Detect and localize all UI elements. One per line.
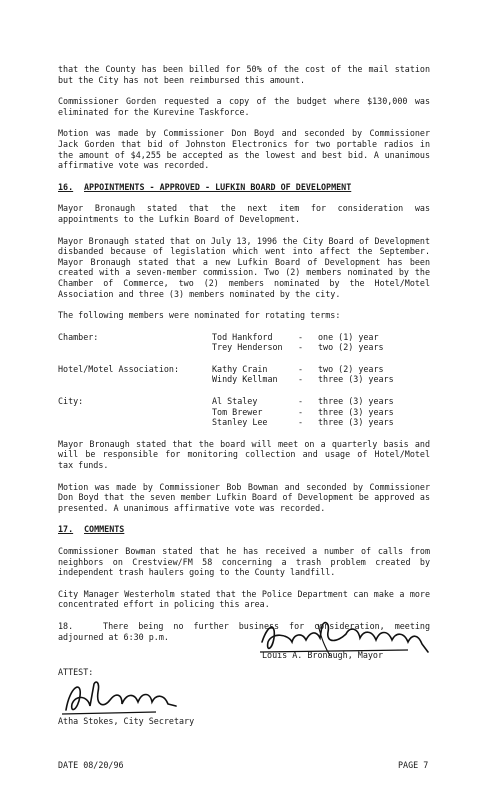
section-title: COMMENTS	[84, 524, 125, 535]
nominee-row	[58, 396, 430, 407]
paragraph: that the County has been billed for 50% of the cost of the mail station but the City has not been reimbursed this amount.	[58, 64, 436, 85]
mayor-name: Louis A. Bronaugh, Mayor	[262, 650, 384, 660]
paragraph: City Manager Westerholm stated that the Police Department can make a more concentrated effort in policing this area.	[58, 588, 436, 610]
nominee-row	[58, 417, 430, 428]
paragraph: Commissioner Gorden requested a copy of the budget where $130,000 was eliminated for the Kurevine Taskforce.	[58, 96, 436, 117]
nominee-group-chamber	[58, 332, 430, 353]
nominee-row	[58, 374, 430, 385]
nominee-row	[58, 332, 430, 343]
nominee-name: Kathy Crain	[212, 363, 268, 374]
section-number: 16.	[58, 181, 74, 192]
footer-date: DATE 08/20/96	[58, 760, 124, 770]
attest-label: ATTEST:	[58, 667, 94, 677]
nominee-name: Trey Henderson	[212, 342, 283, 353]
nominee-term: two (2) years	[318, 342, 384, 353]
section-number: 17.	[58, 524, 74, 535]
nominee-term: two (2) years	[318, 363, 384, 374]
section-title: APPOINTMENTS - APPROVED - LUFKIN BOARD OF DEVELOPMENT	[84, 181, 352, 192]
nominee-name: Stanley Lee	[212, 417, 268, 428]
paragraph: Mayor Bronaugh stated that the next item for consideration was appointments to the Lufkin Board of Development.	[58, 203, 436, 224]
dash: -	[298, 342, 304, 353]
footer-page-number: PAGE 7	[398, 760, 429, 770]
paragraph: Mayor Bronaugh stated that on July 13, 1996 the City Board of Development disbanded because of legislation which went into affect the September. Mayor Bronaugh stated that a new Lufkin Board of Development has been created with a seven-member commission. Two (2) members nominated by the Chamber of Commerce, two (2) members nominated by the Hotel/Motel Association and three (3) members nominated by the city.	[58, 235, 436, 299]
paragraph: Motion was made by Commissioner Bob Bowman and seconded by Commissioner Don Boyd that the seven member Lufkin Board of Development be approved as presented. A unanimous affirmative vote was recorded.	[58, 481, 436, 513]
paragraph: Motion was made by Commissioner Don Boyd and seconded by Commissioner Jack Gorden that bid of Johnston Electronics for two portable radios in the amount of $4,255 be accepted as the lowest and best bid. A unanimous affirmative vote was recorded.	[58, 128, 436, 171]
nominee-name: Tom Brewer	[212, 406, 263, 417]
nominee-row	[58, 364, 430, 375]
nominee-row	[58, 342, 430, 353]
organization-label: City:	[58, 396, 84, 407]
dash: -	[298, 417, 304, 428]
minutes-page	[58, 64, 436, 653]
nominee-name: Al Staley	[212, 396, 258, 407]
paragraph: 18. There being no further business for consideration, meeting adjourned at 6:30 p.m.	[58, 620, 436, 642]
nominee-term: three (3) years	[318, 374, 394, 385]
paragraph: Mayor Bronaugh stated that the board will meet on a quarterly basis and will be responsible for monitoring collection and usage of Hotel/Motel tax funds.	[58, 438, 436, 471]
organization-label: Hotel/Motel Association:	[58, 363, 180, 374]
secretary-name: Atha Stokes, City Secretary	[58, 716, 195, 726]
dash: -	[298, 331, 304, 342]
secretary-signature	[60, 676, 190, 720]
nominee-term: three (3) years	[318, 396, 394, 407]
nominee-row	[58, 407, 430, 418]
nominee-term: one (1) year	[318, 331, 379, 342]
nominee-group-city	[58, 396, 430, 428]
paragraph: The following members were nominated for rotating terms:	[58, 310, 341, 321]
dash: -	[298, 406, 304, 417]
nominee-name: Tod Hankford	[212, 331, 273, 342]
organization-label: Chamber:	[58, 331, 99, 342]
nominee-term: three (3) years	[318, 417, 394, 428]
paragraph: Commissioner Bowman stated that he has received a number of calls from neighbors on Crestview/FM 58 concerning a trash problem created by independent trash haulers going to the County landfill.	[58, 546, 436, 578]
dash: -	[298, 363, 304, 374]
section-heading-17	[58, 524, 430, 535]
section-heading-16	[58, 182, 430, 193]
nominee-name: Windy Kellman	[212, 374, 278, 385]
nominee-term: three (3) years	[318, 406, 394, 417]
dash: -	[298, 396, 304, 407]
dash: -	[298, 374, 304, 385]
nominee-group-hotel	[58, 364, 430, 385]
